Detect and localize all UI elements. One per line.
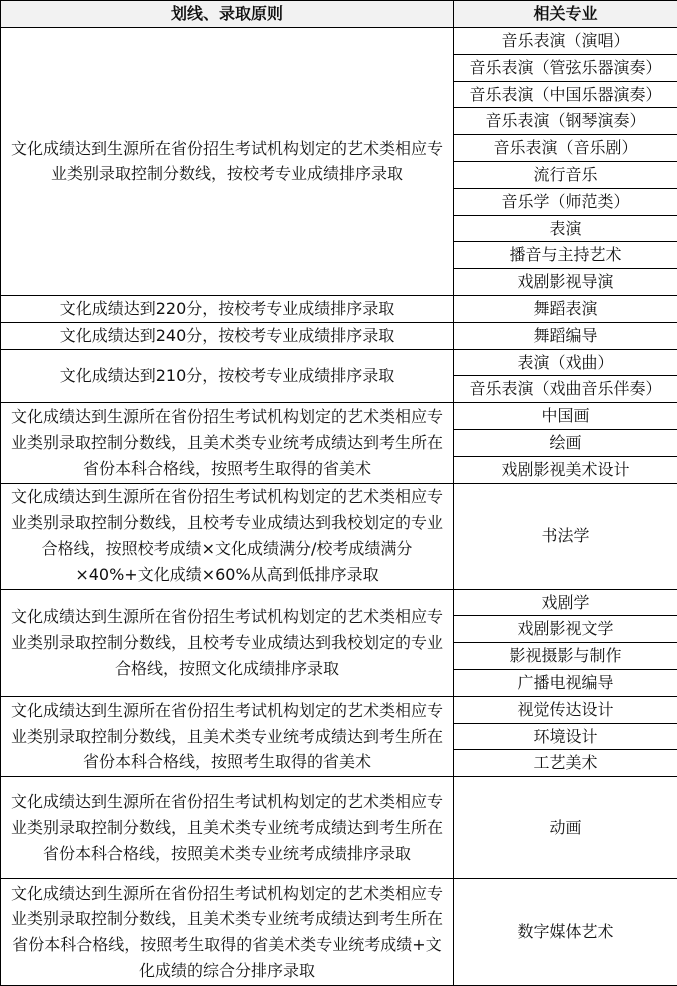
major-cell: 影视摄影与制作 [454,643,677,670]
major-cell: 戏剧影视导演 [454,269,677,296]
major-cell: 舞蹈表演 [454,295,677,322]
header-principle: 划线、录取原则 [1,1,454,28]
major-cell: 音乐表演（演唱） [454,28,677,55]
admission-rule-cell: 文化成绩达到240分，按校考专业成绩排序录取 [1,322,454,349]
admission-rule-cell: 文化成绩达到生源所在省份招生考试机构划定的艺术类相应专业类别录取控制分数线，且美术类专业统考成绩达到考生所在省份本科合格线，按照美术类专业统考成绩排序录取 [1,777,454,879]
table-row [1,322,677,349]
admission-rule-cell: 文化成绩达到生源所在省份招生考试机构划定的艺术类相应专业类别录取控制分数线，按校考专业成绩排序录取 [1,28,454,296]
major-cell: 环境设计 [454,723,677,750]
major-cell: 书法学 [454,483,677,589]
major-cell: 绘画 [454,429,677,456]
major-cell: 舞蹈编导 [454,322,677,349]
admission-rule-cell: 文化成绩达到生源所在省份招生考试机构划定的艺术类相应专业类别录取控制分数线，且校考专业成绩达到我校划定的专业合格线，按照文化成绩排序录取 [1,589,454,696]
major-cell: 表演（戏曲） [454,349,677,376]
major-cell: 数字媒体艺术 [454,879,677,986]
table-row [1,349,677,376]
table-row [1,879,677,986]
major-cell: 音乐学（师范类） [454,188,677,215]
table-row [1,403,677,430]
major-cell: 工艺美术 [454,750,677,777]
admission-rule-cell: 文化成绩达到生源所在省份招生考试机构划定的艺术类相应专业类别录取控制分数线，且美术类专业统考成绩达到考生所在省份本科合格线，按照考生取得的省美术类专业统考成绩+文化成绩的综合分排序录取 [1,879,454,986]
major-cell: 动画 [454,777,677,879]
major-cell: 音乐表演（中国乐器演奏） [454,81,677,108]
admission-rule-cell: 文化成绩达到生源所在省份招生考试机构划定的艺术类相应专业类别录取控制分数线，且美术类专业统考成绩达到考生所在省份本科合格线，按照考生取得的省美术 [1,403,454,483]
header-row [1,1,677,28]
table-row [1,777,677,879]
major-cell: 中国画 [454,403,677,430]
major-cell: 戏剧影视美术设计 [454,456,677,483]
table-row [1,483,677,589]
major-cell: 视觉传达设计 [454,696,677,723]
major-cell: 音乐表演（戏曲音乐伴奏） [454,376,677,403]
admission-rule-cell: 文化成绩达到生源所在省份招生考试机构划定的艺术类相应专业类别录取控制分数线，且美术类专业统考成绩达到考生所在省份本科合格线，按照考生取得的省美术 [1,696,454,776]
admission-rule-cell: 文化成绩达到生源所在省份招生考试机构划定的艺术类相应专业类别录取控制分数线，且校考专业成绩达到我校划定的专业合格线，按照校考成绩×文化成绩满分/校考成绩满分×40%+文化成绩×60%从高到低排序录取 [1,483,454,589]
table-row [1,28,677,55]
admission-rule-cell: 文化成绩达到210分，按校考专业成绩排序录取 [1,349,454,403]
table-body [1,28,677,986]
major-cell: 戏剧学 [454,589,677,616]
major-cell: 流行音乐 [454,161,677,188]
major-cell: 音乐表演（音乐剧） [454,135,677,162]
major-cell: 音乐表演（管弦乐器演奏） [454,54,677,81]
table-row [1,295,677,322]
admission-rule-cell: 文化成绩达到220分，按校考专业成绩排序录取 [1,295,454,322]
table-row [1,589,677,616]
major-cell: 广播电视编导 [454,669,677,696]
major-cell: 音乐表演（钢琴演奏） [454,108,677,135]
header-majors: 相关专业 [454,1,677,28]
major-cell: 播音与主持艺术 [454,242,677,269]
table-row [1,696,677,723]
major-cell: 戏剧影视文学 [454,616,677,643]
major-cell: 表演 [454,215,677,242]
